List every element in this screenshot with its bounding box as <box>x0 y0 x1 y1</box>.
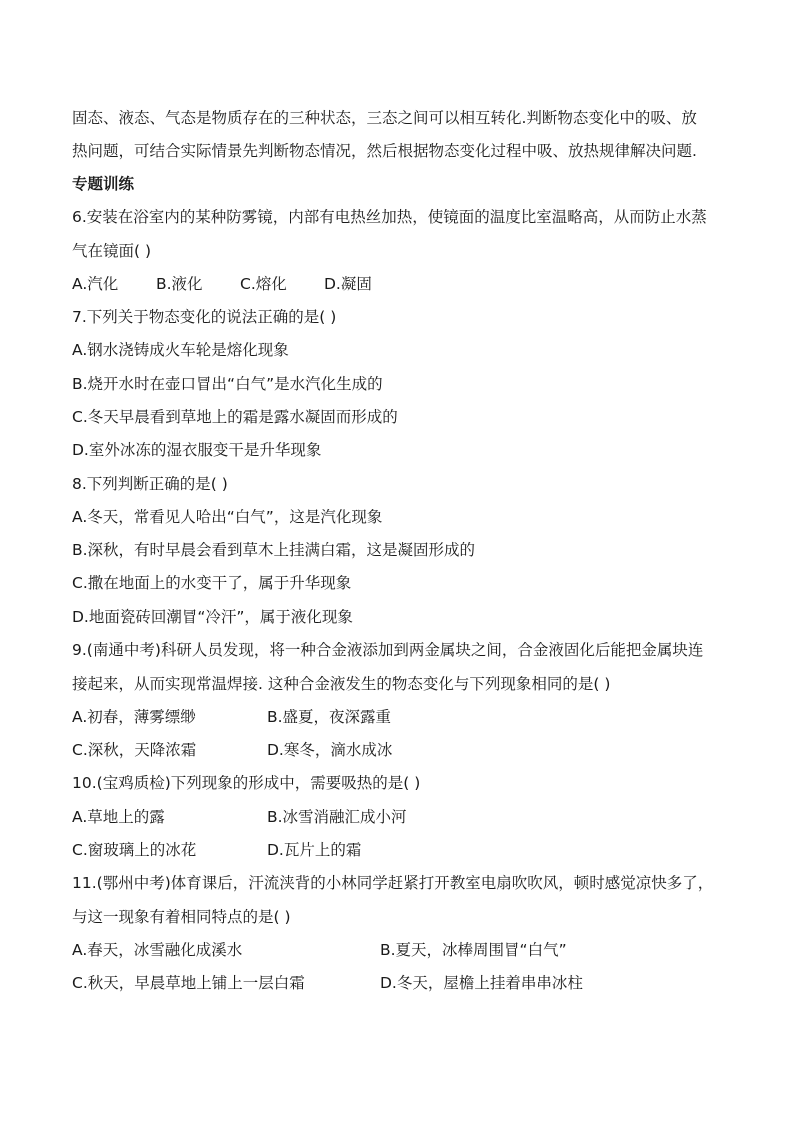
question-9-option-c: C.深秋，天降浓霜 <box>72 741 197 759</box>
question-7-option-c: C.冬天早晨看到草地上的霜是露水凝固而形成的 <box>72 408 398 426</box>
question-9-line-1: 9.(南通中考)科研人员发现，将一种合金液添加到两金属块之间，合金液固化后能把金属块连 <box>72 641 704 659</box>
question-6-line-1: 6.安装在浴室内的某种防雾镜，内部有电热丝加热，使镜面的温度比室温略高，从而防止水蒸 <box>72 208 707 226</box>
question-9-line-2: 接起来，从而实现常温焊接. 这种合金液发生的物态变化与下列现象相同的是( ) <box>72 675 611 693</box>
question-8-option-a: A.冬天，常看见人哈出“白气”，这是汽化现象 <box>72 508 383 526</box>
question-11-option-a: A.春天，冰雪融化成溪水 <box>72 941 243 959</box>
question-8-line-1: 8.下列判断正确的是( ) <box>72 475 228 493</box>
question-7-option-d: D.室外冰冻的湿衣服变干是升华现象 <box>72 441 322 459</box>
question-10-option-d: D.瓦片上的霜 <box>267 841 362 859</box>
question-8-option-d: D.地面瓷砖回潮冒“冷汗”，属于液化现象 <box>72 608 353 626</box>
question-6-option-a: A.汽化 <box>72 275 119 293</box>
question-11-option-c: C.秋天，早晨草地上铺上一层白霜 <box>72 974 305 992</box>
question-8-option-c: C.撒在地面上的水变干了，属于升华现象 <box>72 574 352 592</box>
question-11-line-2: 与这一现象有着相同特点的是( ) <box>72 908 291 926</box>
question-7-option-b: B.烧开水时在壶口冒出“白气”是水汽化生成的 <box>72 375 383 393</box>
question-6-option-d: D.凝固 <box>324 275 372 293</box>
question-6-option-b: B.液化 <box>156 275 203 293</box>
question-11-option-d: D.冬天，屋檐上挂着串串冰柱 <box>380 974 583 992</box>
question-11-line-1: 11.(鄂州中考)体育课后，汗流浃背的小林同学赶紧打开教室电扇吹吹风，顿时感觉凉快多了， <box>72 874 714 892</box>
question-11-option-b: B.夏天，冰棒周围冒“白气” <box>380 941 567 959</box>
question-9-option-a: A.初春，薄雾缥缈 <box>72 708 196 726</box>
intro-line-1: 固态、液态、气态是物质存在的三种状态，三态之间可以相互转化.判断物态变化中的吸、放 <box>72 109 697 127</box>
question-6-line-2: 气在镜面( ) <box>72 242 152 260</box>
question-9-option-b: B.盛夏，夜深露重 <box>267 708 392 726</box>
section-title: 专题训练 <box>72 175 135 193</box>
question-6-option-c: C.熔化 <box>240 275 287 293</box>
question-7-line-1: 7.下列关于物态变化的说法正确的是( ) <box>72 308 337 326</box>
question-10-option-a: A.草地上的露 <box>72 808 165 826</box>
question-7-option-a: A.钢水浇铸成火车轮是熔化现象 <box>72 341 289 359</box>
question-10-option-c: C.窗玻璃上的冰花 <box>72 841 197 859</box>
question-10-option-b: B.冰雪消融汇成小河 <box>267 808 407 826</box>
question-8-option-b: B.深秋，有时早晨会看到草木上挂满白霜，这是凝固形成的 <box>72 541 476 559</box>
question-9-option-d: D.寒冬，滴水成冰 <box>267 741 393 759</box>
intro-line-2: 热问题，可结合实际情景先判断物态情况，然后根据物态变化过程中吸、放热规律解决问题. <box>72 142 697 160</box>
question-10-line-1: 10.(宝鸡质检)下列现象的形成中，需要吸热的是( ) <box>72 774 421 792</box>
